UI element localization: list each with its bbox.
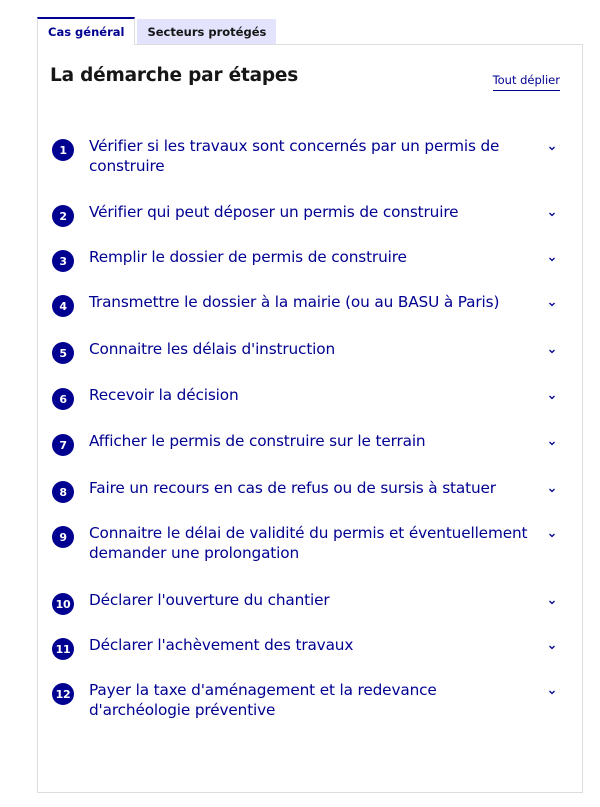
step-label: Recevoir la décision [89,386,239,404]
step-number-badge: 2 [52,205,74,227]
step-item-6[interactable] [52,385,557,410]
step-number-badge: 8 [52,481,74,503]
step-item-2[interactable] [52,202,557,227]
chevron-down-icon [547,485,557,495]
step-label: Vérifier si les travaux sont concernés par un permis de construire [89,137,500,175]
step-item-12[interactable] [52,680,557,720]
panel-title: La démarche par étapes [50,65,299,86]
chevron-down-icon [547,254,557,264]
step-item-11[interactable] [52,635,557,660]
tab-cas-general[interactable]: Cas général [37,17,135,45]
step-item-5[interactable] [52,339,557,364]
step-item-4[interactable] [52,292,557,317]
chevron-down-icon [547,597,557,607]
chevron-down-icon [547,209,557,219]
step-number-badge: 9 [52,526,74,548]
step-label: Faire un recours en cas de refus ou de sursis à statuer [89,479,496,497]
step-item-9[interactable] [52,523,557,563]
expand-all-link[interactable]: Tout déplier [493,73,560,91]
chevron-down-icon [547,687,557,697]
step-item-10[interactable] [52,590,557,615]
step-label: Transmettre le dossier à la mairie (ou au BASU à Paris) [89,293,500,311]
step-label: Afficher le permis de construire sur le terrain [89,432,426,450]
tab-bar [37,17,276,44]
chevron-down-icon [547,299,557,309]
step-label: Déclarer l'ouverture du chantier [89,591,330,609]
step-label: Connaitre le délai de validité du permis et éventuellement demander une prolongation [89,524,528,562]
step-item-7[interactable] [52,431,557,456]
step-item-3[interactable] [52,247,557,272]
step-number-badge: 6 [52,388,74,410]
step-label: Déclarer l'achèvement des travaux [89,636,354,654]
step-label: Connaitre les délais d'instruction [89,340,336,358]
tab-secteurs-proteges[interactable]: Secteurs protégés [137,19,276,45]
steps-panel [37,44,583,793]
step-number-badge: 3 [52,250,74,272]
chevron-down-icon [547,346,557,356]
step-label: Vérifier qui peut déposer un permis de construire [89,203,459,221]
step-number-badge: 7 [52,434,74,456]
step-label: Payer la taxe d'aménagement et la redevance d'archéologie préventive [89,681,437,719]
chevron-down-icon [547,642,557,652]
step-item-1[interactable] [52,136,557,176]
chevron-down-icon [547,143,557,153]
step-number-badge: 5 [52,342,74,364]
chevron-down-icon [547,530,557,540]
step-number-badge: 1 [52,139,74,161]
step-number-badge: 4 [52,295,74,317]
step-label: Remplir le dossier de permis de construire [89,248,407,266]
step-number-badge: 11 [52,638,74,660]
chevron-down-icon [547,392,557,402]
chevron-down-icon [547,438,557,448]
step-number-badge: 10 [52,593,74,615]
step-number-badge: 12 [52,683,74,705]
step-item-8[interactable] [52,478,557,503]
